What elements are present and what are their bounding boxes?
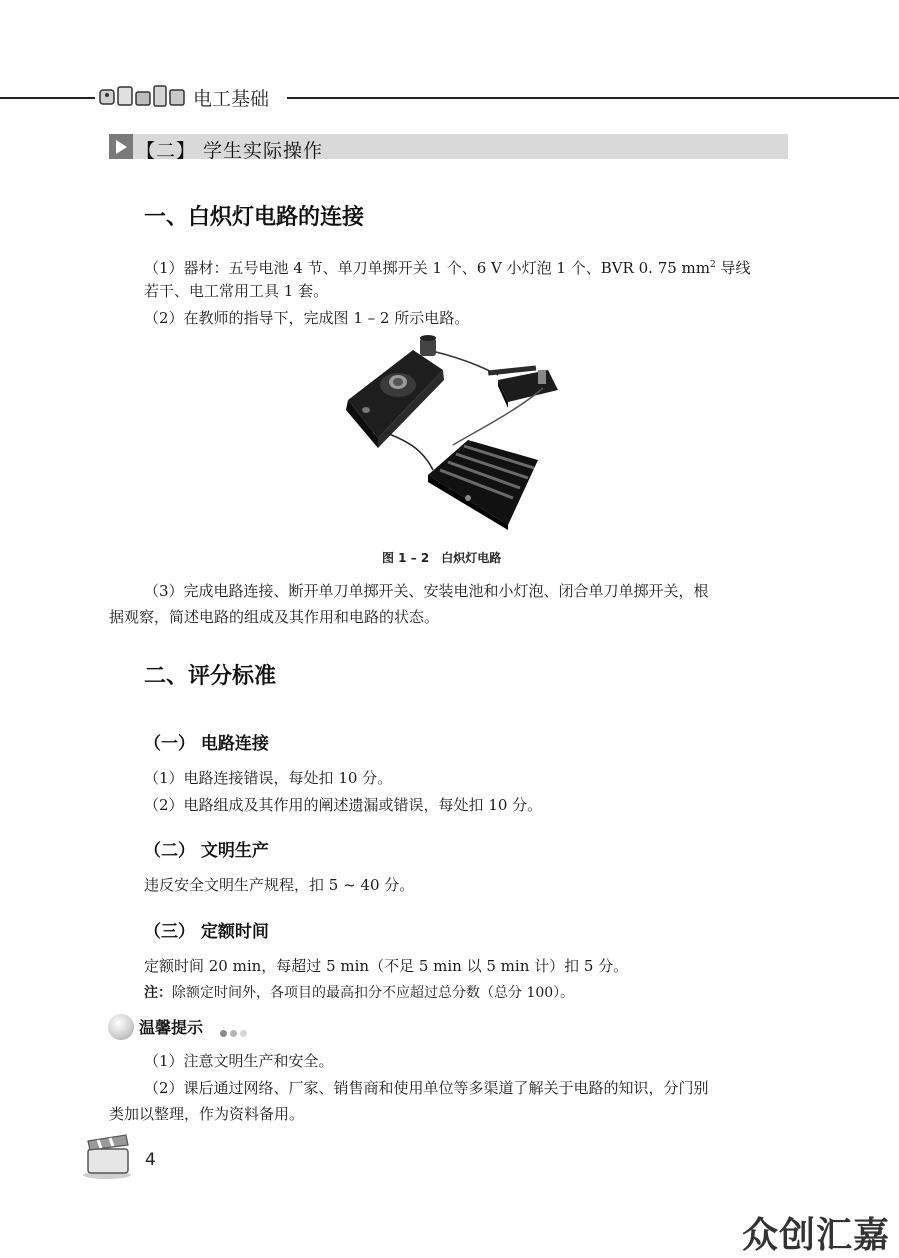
section2-title: 二、评分标准 (144, 664, 277, 689)
book-title: 电工基础 (193, 88, 270, 110)
figure-caption: 图 1 – 2 白炽灯电路 (382, 551, 502, 565)
lamp-holder-image (346, 335, 444, 448)
item1-line2: 若干、电工常用工具 1 套。 (144, 282, 329, 300)
decorative-dots-icon (220, 1022, 250, 1041)
sub2-title: （二） 文明生产 (144, 841, 269, 861)
header-rule-left (0, 97, 95, 99)
item1-line1: （1）器材：五号电池 4 节、单刀单掷开关 1 个、6 V 小灯泡 1 个、BVR 0. 75 $mm^2$ 导线 (144, 259, 751, 277)
item3-line2: 据观察，简述电路的组成及其作用和电路的状态。 (109, 608, 440, 626)
item3-line1: （3）完成电路连接、断开单刀单掷开关、安装电池和小灯泡、闭合单刀单掷开关，根 (144, 582, 709, 600)
note-text: 除额定时间外，各项目的最高扣分不应超过总分数（总分 100）。 (172, 985, 575, 1001)
note-label: 注： (144, 985, 172, 1001)
light-bulb-icon (108, 1014, 134, 1040)
sub2-line1: 违反安全文明生产规程，扣 5 ~ 40 分。 (144, 876, 415, 894)
watermark: 众创汇嘉 (742, 1215, 891, 1256)
section1-title: 一、白炽灯电路的连接 (144, 205, 365, 230)
tips-line2a: （2）课后通过网络、厂家、销售商和使用单位等多渠道了解关于电路的知识，分门别 (144, 1079, 709, 1097)
battery-holder-image (428, 440, 538, 530)
tips-line1: （1）注意文明生产和安全。 (144, 1052, 334, 1070)
tips-title: 温馨提示 (139, 1018, 204, 1037)
section-banner-label: 【二】 学生实际操作 (136, 140, 324, 162)
item2: （2）在教师的指导下，完成图 1 – 2 所示电路。 (144, 309, 470, 327)
tips-line2b: 类加以整理，作为资料备用。 (109, 1105, 305, 1123)
circuit-photo (338, 330, 570, 530)
clapperboard-icon (82, 1133, 132, 1179)
page-number: 4 (145, 1150, 156, 1170)
sub1-line1: （1）电路连接错误，每处扣 10 分。 (144, 769, 393, 787)
play-triangle-icon (109, 134, 133, 159)
sub1-line2: （2）电路组成及其作用的阐述遗漏或错误，每处扣 10 分。 (144, 796, 543, 814)
note (144, 980, 574, 1006)
knife-switch-image (488, 366, 558, 408)
sub3-title: （三） 定额时间 (144, 922, 269, 942)
sub1-title: （一） 电路连接 (144, 734, 269, 754)
header-rule-right (287, 97, 899, 99)
sub3-line1: 定额时间 20 min，每超过 5 min（不足 5 min 以 5 min 计）扣 5 分。 (144, 957, 629, 975)
cartoon-characters-icon (98, 84, 186, 108)
